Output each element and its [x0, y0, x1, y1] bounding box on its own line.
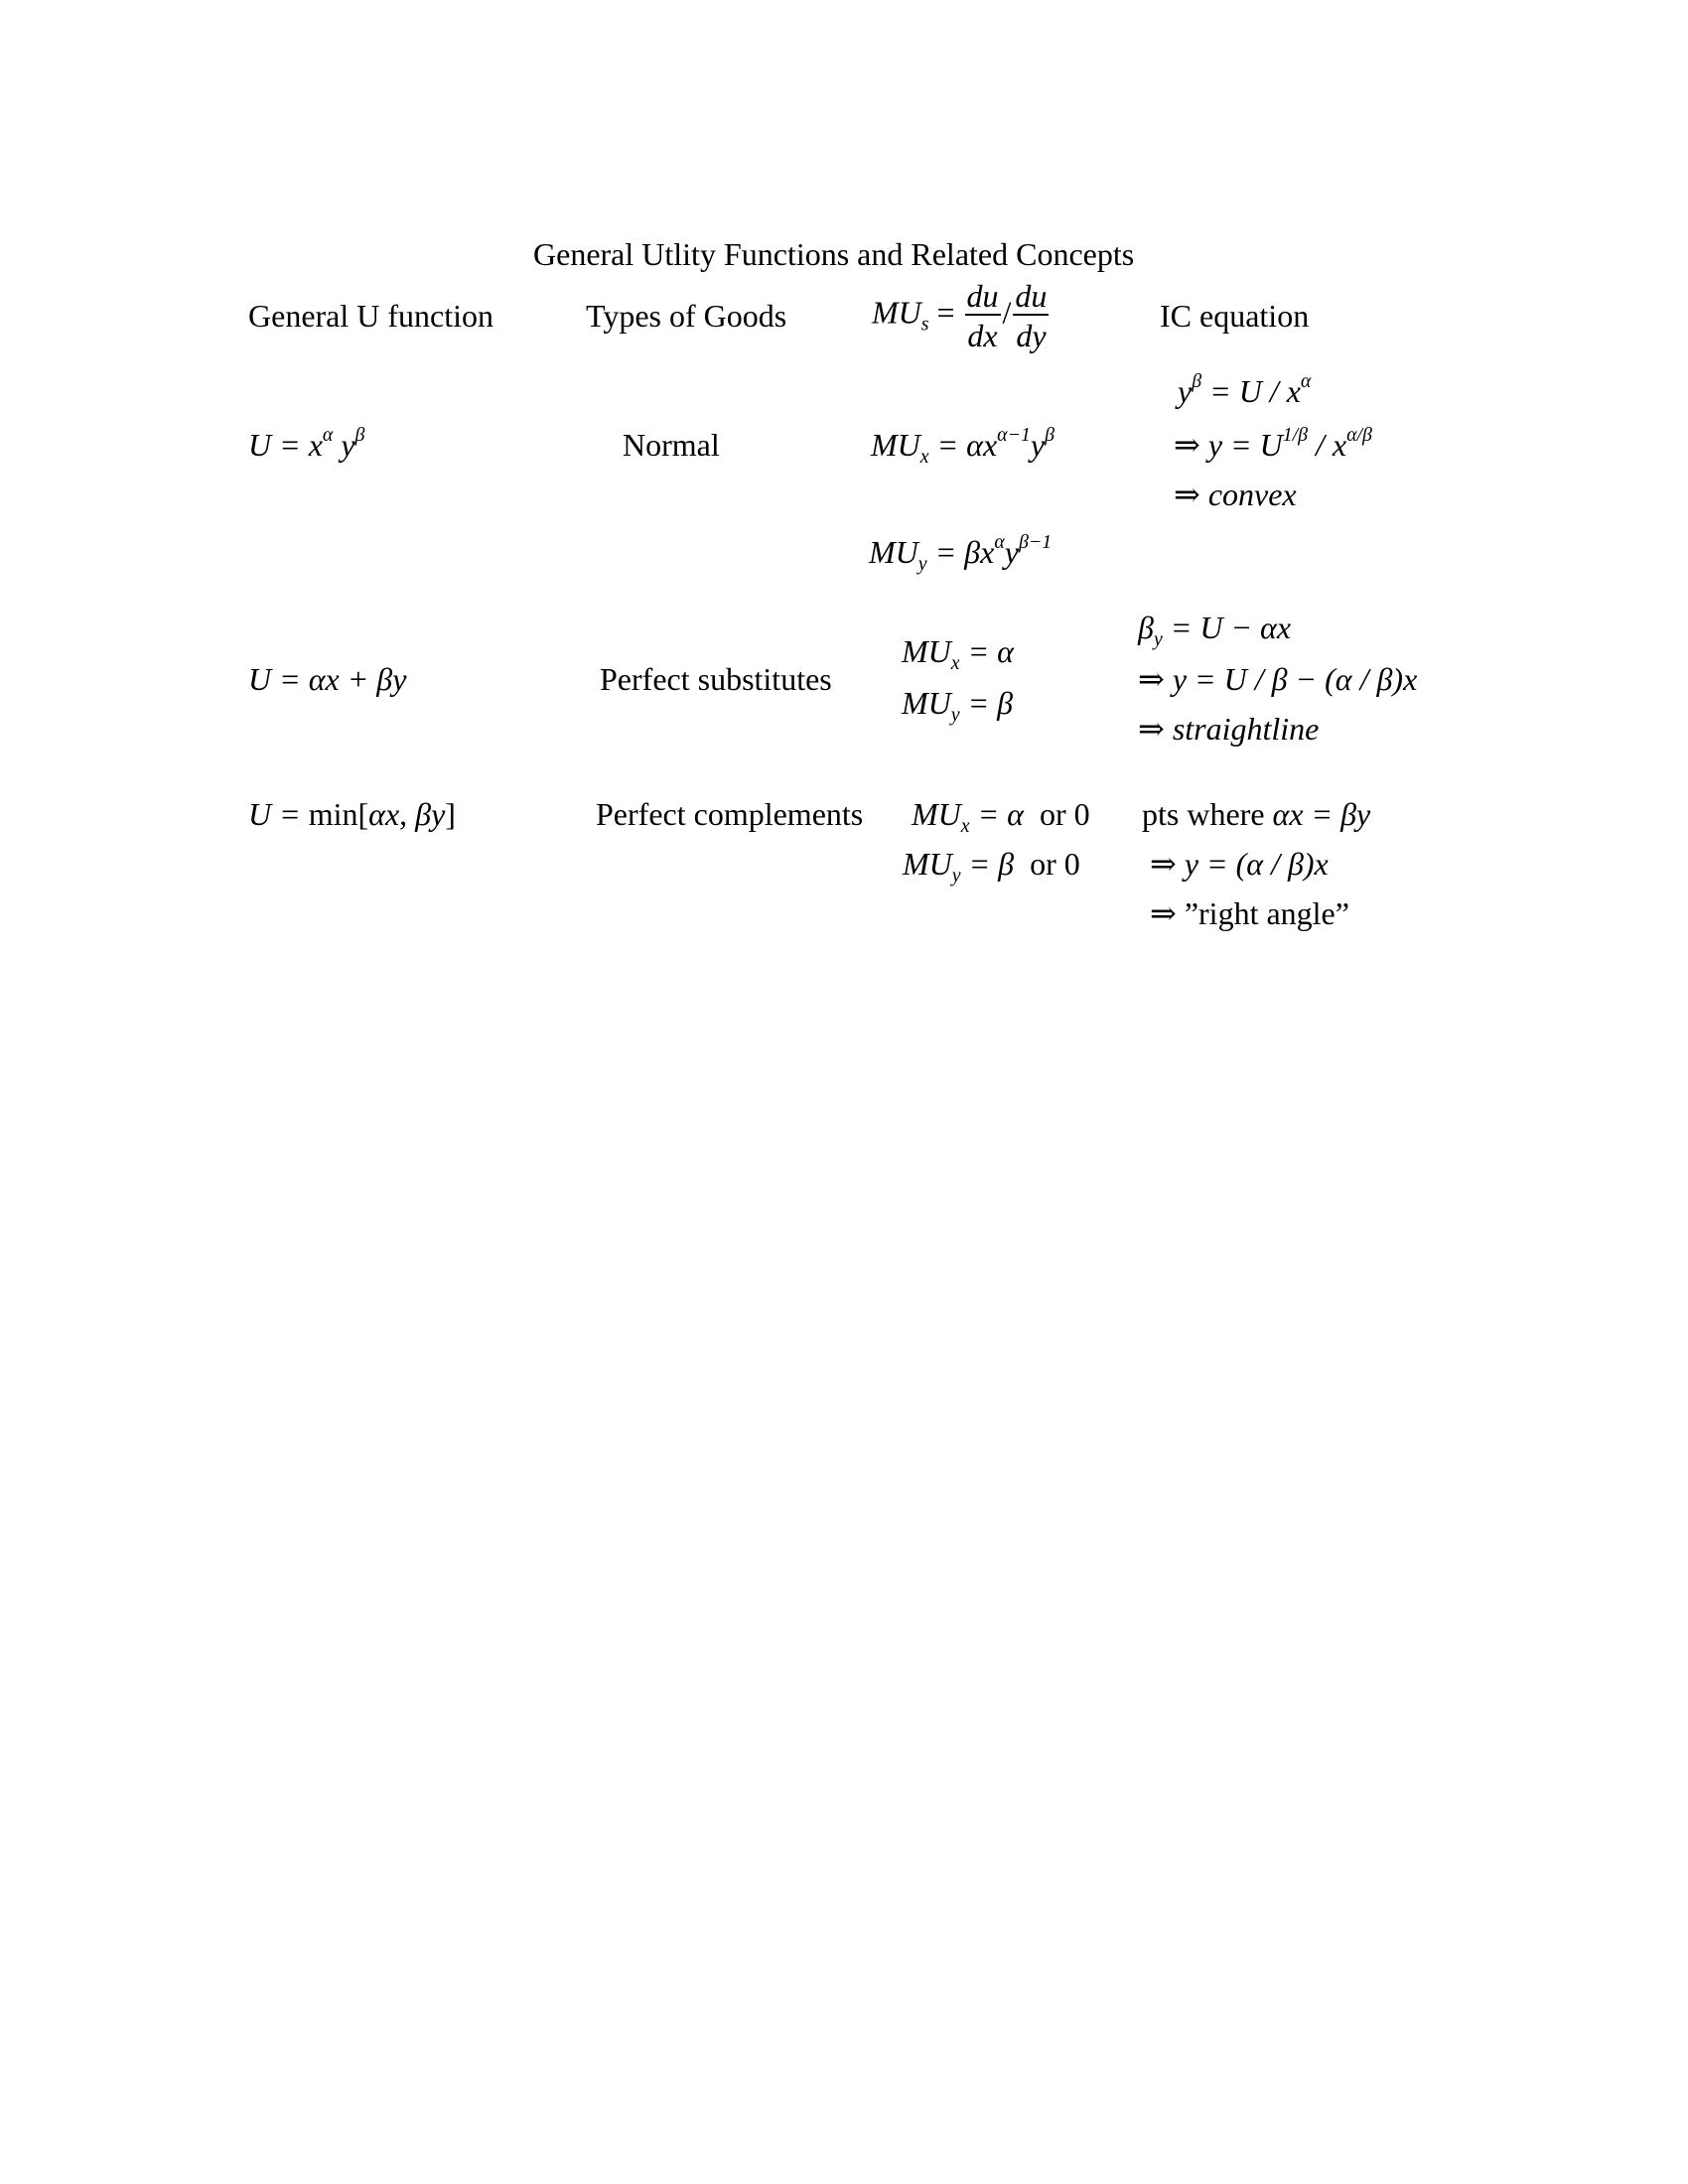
- row1-ic-line3: ⇒ convex: [1174, 477, 1297, 512]
- row3-mu-x: $MU_x = \alpha$ or 0: [912, 796, 1090, 837]
- row2-ic-line1: $\beta_y = U - \alpha x$: [1138, 610, 1292, 650]
- equals: =: [928, 294, 963, 331]
- header-ic-equation: IC equation: [1160, 298, 1310, 334]
- row3-ic-line1: pts where αx = βy: [1142, 796, 1371, 832]
- row1-mu-x: $MU_x = \alpha x^{\alpha-1}y^\beta$: [871, 424, 1055, 468]
- row2-ic-line2: ⇒ y = U / β − (α / β)x: [1138, 661, 1418, 697]
- row1-ic-line1: $y^\beta = U / x^\alpha$: [1178, 370, 1312, 409]
- fraction-du-dy: $\frac{du}{dy}$: [1015, 278, 1048, 353]
- row2-mu-y: $MU_y = \beta$: [902, 685, 1014, 726]
- row1-ic-line2: ⇒ $y = U^{1/\beta} / x^{\alpha/\beta}$: [1174, 424, 1372, 463]
- mu-label: MU: [872, 294, 921, 331]
- row3-ic-line3: ⇒ ”right angle”: [1150, 895, 1349, 931]
- page-title: General Utlity Functions and Related Concepts: [533, 236, 1135, 272]
- row1-goods-type: Normal: [623, 427, 720, 463]
- row3-goods-type: Perfect complements: [596, 796, 864, 832]
- fraction-du-dx: $\frac{du}{dx}$: [966, 278, 999, 353]
- row3-mu-y: $MU_y = \beta$ or 0: [903, 846, 1080, 887]
- header-mu-formula: [872, 280, 1051, 351]
- slash: /: [1002, 294, 1012, 331]
- row2-mu-x: $MU_x = \alpha$: [902, 633, 1014, 674]
- row1-u-function: $U = x^\alpha$ $y^\beta$: [248, 424, 365, 463]
- row2-goods-type: Perfect substitutes: [600, 661, 832, 697]
- row2-u-function: U = αx + βy: [248, 661, 407, 697]
- header-types-of-goods: Types of Goods: [586, 298, 787, 334]
- mu-subscript: s: [920, 313, 929, 336]
- header-u-function: General U function: [248, 298, 494, 334]
- row3-u-function: U = min[αx, βy]: [248, 796, 456, 832]
- row3-ic-line2: ⇒ y = (α / β)x: [1150, 846, 1329, 882]
- row1-mu-y: $MU_y = \beta x^\alpha y^{\beta-1}$: [869, 531, 1053, 575]
- row2-ic-line3: ⇒ straightline: [1138, 711, 1320, 747]
